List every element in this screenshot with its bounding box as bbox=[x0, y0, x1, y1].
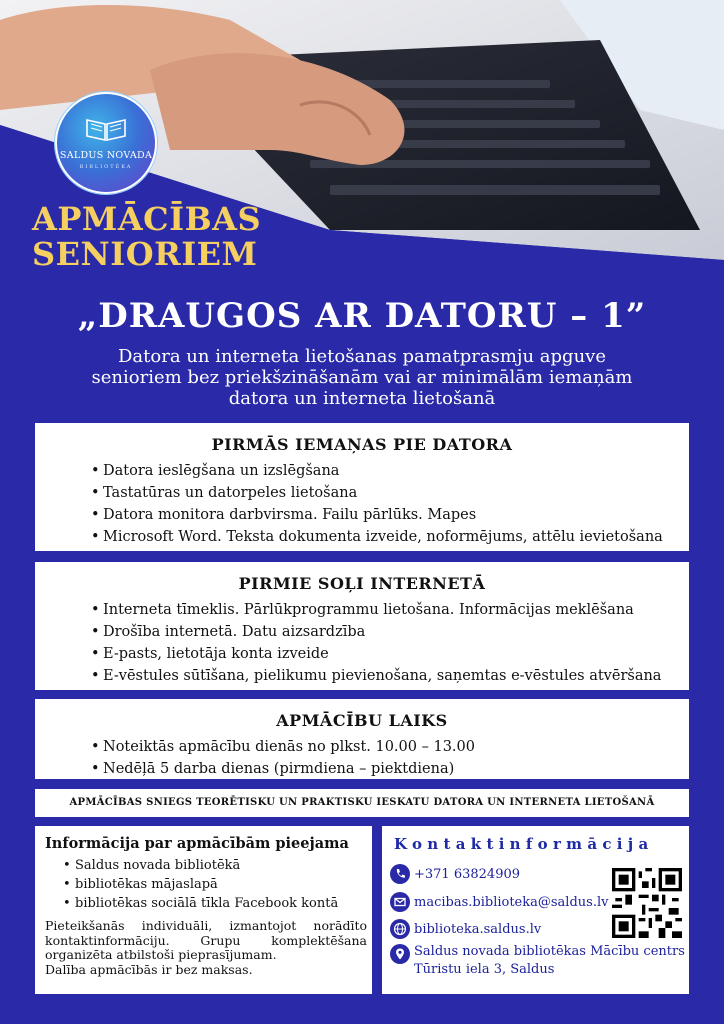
info-title: Informācija par apmācībām pieejama bbox=[45, 835, 349, 852]
free-participation-text: Dalība apmācībās ir bez maksas. bbox=[45, 961, 253, 977]
section-title: PIRMIE SOĻI INTERNETĀ bbox=[238, 574, 486, 593]
contact-panel bbox=[382, 826, 689, 994]
qr-code-icon[interactable] bbox=[612, 868, 682, 938]
list-item: • Microsoft Word. Teksta dokumenta izveide, noformējums, attēlu ievietošana bbox=[91, 526, 689, 548]
subtitle-line-1: Datora un interneta lietošanas pamatprasmju apguve bbox=[118, 346, 606, 367]
contact-phone[interactable] bbox=[390, 864, 520, 884]
list-item: • bibliotēkas mājaslapā bbox=[63, 875, 372, 894]
heading-line-1: APMĀCĪBAS bbox=[32, 200, 262, 238]
main-heading bbox=[32, 202, 261, 272]
location-pin-icon bbox=[390, 944, 410, 964]
phone-number: +371 63824909 bbox=[414, 866, 521, 882]
section-computer-skills bbox=[35, 423, 689, 551]
subtitle-line-2: senioriem bez priekšzināšanām vai ar minimālām iemaņām bbox=[91, 367, 633, 388]
list-item: • Noteiktās apmācību dienās no plkst. 10.00 – 13.00 bbox=[91, 736, 689, 758]
email-icon bbox=[390, 892, 410, 912]
logo-name: SALDUS NOVADA bbox=[59, 150, 153, 161]
contact-address bbox=[390, 944, 685, 977]
registration-text: Pieteikšanās individuāli, izmantojot norādīto kontaktinformāciju. Grupu komplektēšana organizēta atbilstoši pieprasījumam. bbox=[45, 918, 367, 962]
info-list bbox=[35, 852, 372, 913]
list-item: • bibliotēkas sociālā tīkla Facebook kontā bbox=[63, 894, 372, 913]
course-title: „DRAUGOS AR DATORU – 1” bbox=[77, 296, 647, 336]
logo-sub: BIBLIOTĒKA bbox=[79, 164, 133, 170]
section-schedule bbox=[35, 699, 689, 779]
address-block bbox=[414, 944, 685, 977]
info-panel bbox=[35, 826, 372, 994]
list-item: • Saldus novada bibliotēkā bbox=[63, 856, 372, 875]
contact-title: Kontaktinformācija bbox=[394, 835, 654, 853]
list-item: • Datora monitora darbvirsma. Failu pārlūks. Mapes bbox=[91, 504, 689, 526]
globe-icon bbox=[390, 919, 410, 939]
phone-icon bbox=[390, 864, 410, 884]
schedule-list bbox=[35, 730, 689, 780]
section-title: PIRMĀS IEMAŅAS PIE DATORA bbox=[211, 435, 513, 454]
heading-line-2: SENIORIEM bbox=[32, 235, 258, 273]
list-item: • Datora ieslēgšana un izslēgšana bbox=[91, 460, 689, 482]
list-item: • Drošība internetā. Datu aizsardzība bbox=[91, 621, 689, 643]
street-address: Tūristu iela 3, Saldus bbox=[414, 962, 555, 977]
place-name: Saldus novada bibliotēkas Mācību centrs bbox=[414, 944, 685, 959]
list-item: • E-vēstules sūtīšana, pielikumu pievienošana, saņemtas e-vēstules atvēršana bbox=[91, 665, 689, 687]
list-item: • Interneta tīmeklis. Pārlūkprogrammu lietošana. Informācijas meklēšana bbox=[91, 599, 689, 621]
library-logo bbox=[55, 92, 157, 194]
email-address: macibas.biblioteka@saldus.lv bbox=[414, 894, 609, 910]
section-title: APMĀCĪBU LAIKS bbox=[276, 711, 448, 730]
section-internet bbox=[35, 562, 689, 690]
course-subtitle bbox=[60, 346, 664, 409]
topic-list bbox=[35, 454, 689, 548]
contact-web[interactable] bbox=[390, 919, 541, 939]
list-item: • Nedēļā 5 darba dienas (pirmdiena – piektdiena) bbox=[91, 758, 689, 780]
list-item: • E-pasts, lietotāja konta izveide bbox=[91, 643, 689, 665]
contact-email[interactable] bbox=[390, 892, 608, 912]
course-note: APMĀCĪBAS SNIEGS TEORĒTISKU UN PRAKTISKU IESKATU DATORA UN INTERNETA LIETOŠANĀ bbox=[35, 789, 689, 817]
book-icon bbox=[85, 114, 127, 142]
topic-list bbox=[35, 593, 689, 687]
website-link: biblioteka.saldus.lv bbox=[414, 921, 542, 937]
subtitle-line-3: datora un interneta lietošanā bbox=[228, 388, 496, 409]
list-item: • Tastatūras un datorpeles lietošana bbox=[91, 482, 689, 504]
